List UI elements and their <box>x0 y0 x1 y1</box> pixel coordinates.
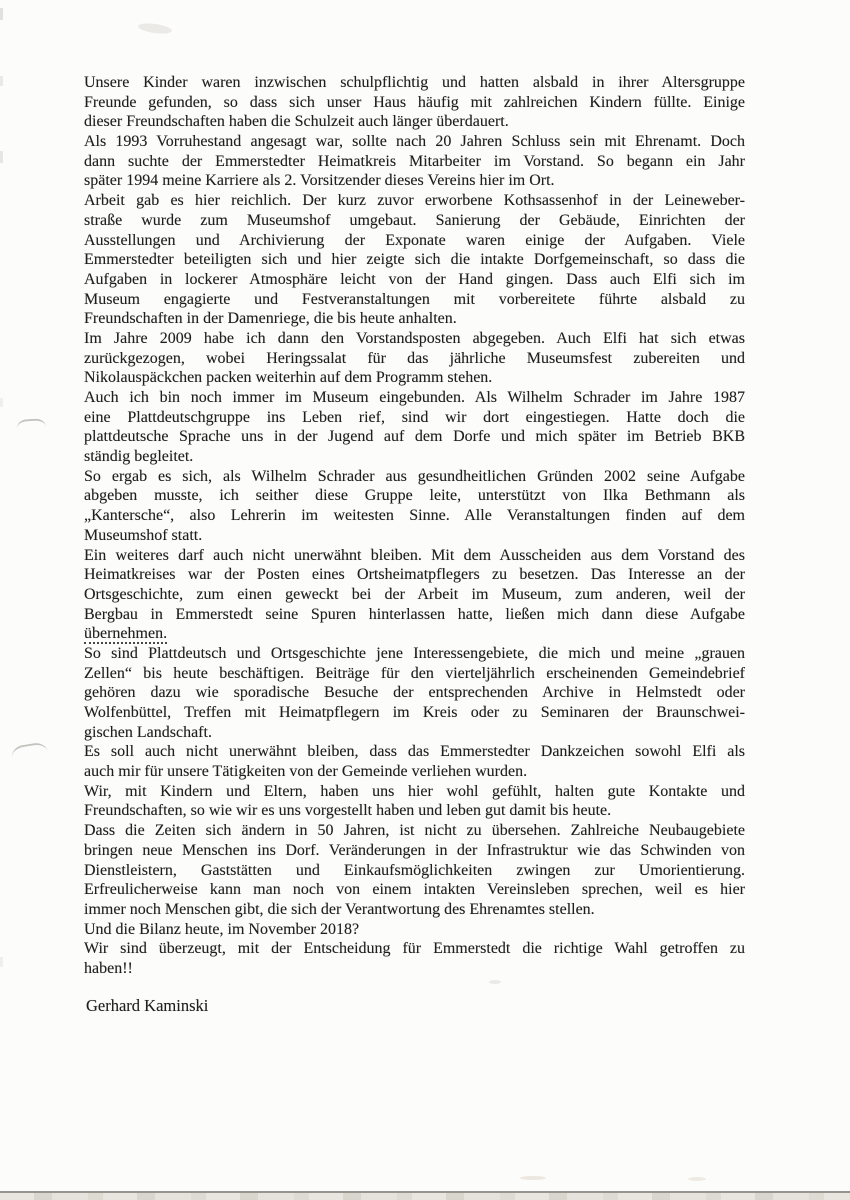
scan-edge-band <box>0 1193 850 1200</box>
text-line: Ausstellungen und Archivierung der Exponate waren einige der Aufgaben. Viele <box>84 231 745 249</box>
margin-arc-mark-upper <box>17 418 47 436</box>
text-line: Dienstleistern, Gaststätten und Einkaufsmöglichkeiten zwingen zur Umorientierung. <box>84 861 745 879</box>
text-line: Freundschaften in der Damenriege, die bis heute anhalten. <box>84 310 457 328</box>
margin-arc-mark-lower <box>11 741 50 767</box>
text-line: abgeben musste, ich seither diese Gruppe leite, unterstützt von Ilka Bethmann als <box>84 487 745 505</box>
text-line: Arbeit gab es hier reichlich. Der kurz zuvor erworbene Kothsassenhof in der Leineweber- <box>84 192 745 210</box>
text-line: plattdeutsche Sprache uns in der Jugend auf dem Dorfe und mich später im Betrieb BKB <box>84 428 745 446</box>
paper-smudge <box>138 22 173 36</box>
text-line: Ortsgeschichte, zum einen geweckt bei der Arbeit im Museum, zum anderen, weil der <box>84 585 745 603</box>
paper-edge-artifact <box>0 151 3 163</box>
text-line: dann suchte der Emmerstedter Heimatkreis Mitarbeiter im Vorstand. So begann ein Jahr <box>84 152 745 170</box>
paper-smudge <box>520 1176 546 1180</box>
text-line: Wolfenbüttel, Treffen mit Heimatpflegern im Kreis oder zu Seminaren der Braunschwei- <box>84 704 745 721</box>
paper-edge-artifact <box>0 957 3 967</box>
text-line: straße wurde zum Museumshof umgebaut. Sanierung der Gebäude, Einrichten der <box>84 211 745 229</box>
text-line: „Kantersche“, also Lehrerin im weitesten Sinne. Alle Veranstaltungen finden auf dem <box>84 507 745 525</box>
text-line: Zellen“ bis heute beschäftigen. Beiträge für den vierteljährlich erscheinenden Gemeindebrief <box>84 664 745 682</box>
text-line: gischen Landschaft. <box>84 723 212 741</box>
text-line: Als 1993 Vorruhestand angesagt war, sollte nach 20 Jahren Schluss sein mit Ehrenamt. Doch <box>84 133 745 151</box>
signature: Gerhard Kaminski <box>86 996 209 1015</box>
text-line: Aufgaben in lockerer Atmosphäre leicht von der Hand gingen. Dass auch Elfi sich im <box>84 270 745 288</box>
paper-edge-artifact <box>0 398 3 407</box>
text-line: Emmerstedter beteiligten sich und hier zeigte sich die intakte Dorfgemeinschaft, so dass die <box>84 251 745 269</box>
text-line: Es soll auch nicht unerwähnt bleiben, dass das Emmerstedter Dankzeichen sowohl Elfi als <box>84 743 745 761</box>
paper-smudge <box>489 980 501 984</box>
text-line: Heimatkreises war der Posten eines Ortsheimatpflegers zu besetzen. Das Interesse an der <box>84 566 745 584</box>
text-line: Im Jahre 2009 habe ich dann den Vorstandsposten abgegeben. Auch Elfi hat sich etwas <box>84 329 745 347</box>
text-line: Und die Bilanz heute, im November 2018? <box>84 920 360 938</box>
letter-body <box>84 73 745 979</box>
text-line: Ein weiteres darf auch nicht unerwähnt bleiben. Mit dem Ausscheiden aus dem Vorstand des <box>84 546 745 564</box>
text-line: ständig begleitet. <box>84 448 194 466</box>
text-line: gehören dazu wie sporadische Besuche der entsprechenden Archive in Helmstedt oder <box>84 684 745 702</box>
text-line: auch mir für unsere Tätigkeiten von der Gemeinde verliehen wurden. <box>84 763 528 781</box>
text-line: haben!! <box>84 959 133 977</box>
text-line: später 1994 meine Karriere als 2. Vorsitzender dieses Vereins hier im Ort. <box>84 172 555 190</box>
paper-smudge <box>688 1177 706 1181</box>
text-line: Freundschaften, so wie wir es uns vorgestellt haben und leben gut damit bis heute. <box>84 802 612 820</box>
text-line: eine Plattdeutschgruppe ins Leben rief, sind wir dort eingestiegen. Hatte doch die <box>84 408 745 426</box>
text-line: Bergbau in Emmerstedt seine Spuren hinterlassen hatte, ließen mich dann diese Aufgabe <box>84 605 745 623</box>
paper-edge-artifact <box>0 76 3 86</box>
text-line: Wir sind überzeugt, mit der Entscheidung für Emmerstedt die richtige Wahl getroffen zu <box>84 940 745 958</box>
text-line: zurückgezogen, wobei Heringssalat für das jährliche Museumsfest zubereiten und <box>84 349 745 367</box>
paper-edge-artifact <box>0 8 3 20</box>
text-line: Freunde gefunden, so dass sich unser Haus häufig mit zahlreichen Kindern füllte. Einige <box>84 93 745 111</box>
text-line <box>84 624 745 644</box>
dotted-underlined-word: übernehmen. <box>84 625 168 643</box>
text-line: dieser Freundschaften haben die Schulzeit auch länger überdauert. <box>84 113 509 131</box>
text-line: immer noch Menschen gibt, die sich der Verantwortung des Ehrenamtes stellen. <box>84 900 595 918</box>
text-line: Museum engagierte und Festveranstaltungen mit vorbereitete führte alsbald zu <box>84 290 745 308</box>
text-line: So ergab es sich, als Wilhelm Schrader aus gesundheitlichen Gründen 2002 seine Aufgabe <box>84 467 745 485</box>
text-line: Nikolauspäckchen packen weiterhin auf dem Programm stehen. <box>84 369 493 387</box>
text-line: Museumshof statt. <box>84 526 203 544</box>
text-line: Unsere Kinder waren inzwischen schulpflichtig und hatten alsbald in ihrer Altersgruppe <box>84 74 745 91</box>
text-line: Dass die Zeiten sich ändern in 50 Jahren, ist nicht zu übersehen. Zahlreiche Neubaugebiete <box>84 822 745 840</box>
text-line: Erfreulicherweise kann man noch von einem intakten Vereinsleben sprechen, weil es hier <box>84 881 745 899</box>
text-line: Wir, mit Kindern und Eltern, haben uns hier wohl gefühlt, halten gute Kontakte und <box>84 782 745 800</box>
text-line: So sind Plattdeutsch und Ortsgeschichte jene Interessengebiete, die mich und meine „grauen <box>84 644 745 662</box>
text-line: Auch ich bin noch immer im Museum eingebunden. Als Wilhelm Schrader im Jahre 1987 <box>84 389 745 406</box>
text-line: bringen neue Menschen ins Dorf. Veränderungen in der Infrastruktur wie das Schwinden von <box>84 841 745 859</box>
